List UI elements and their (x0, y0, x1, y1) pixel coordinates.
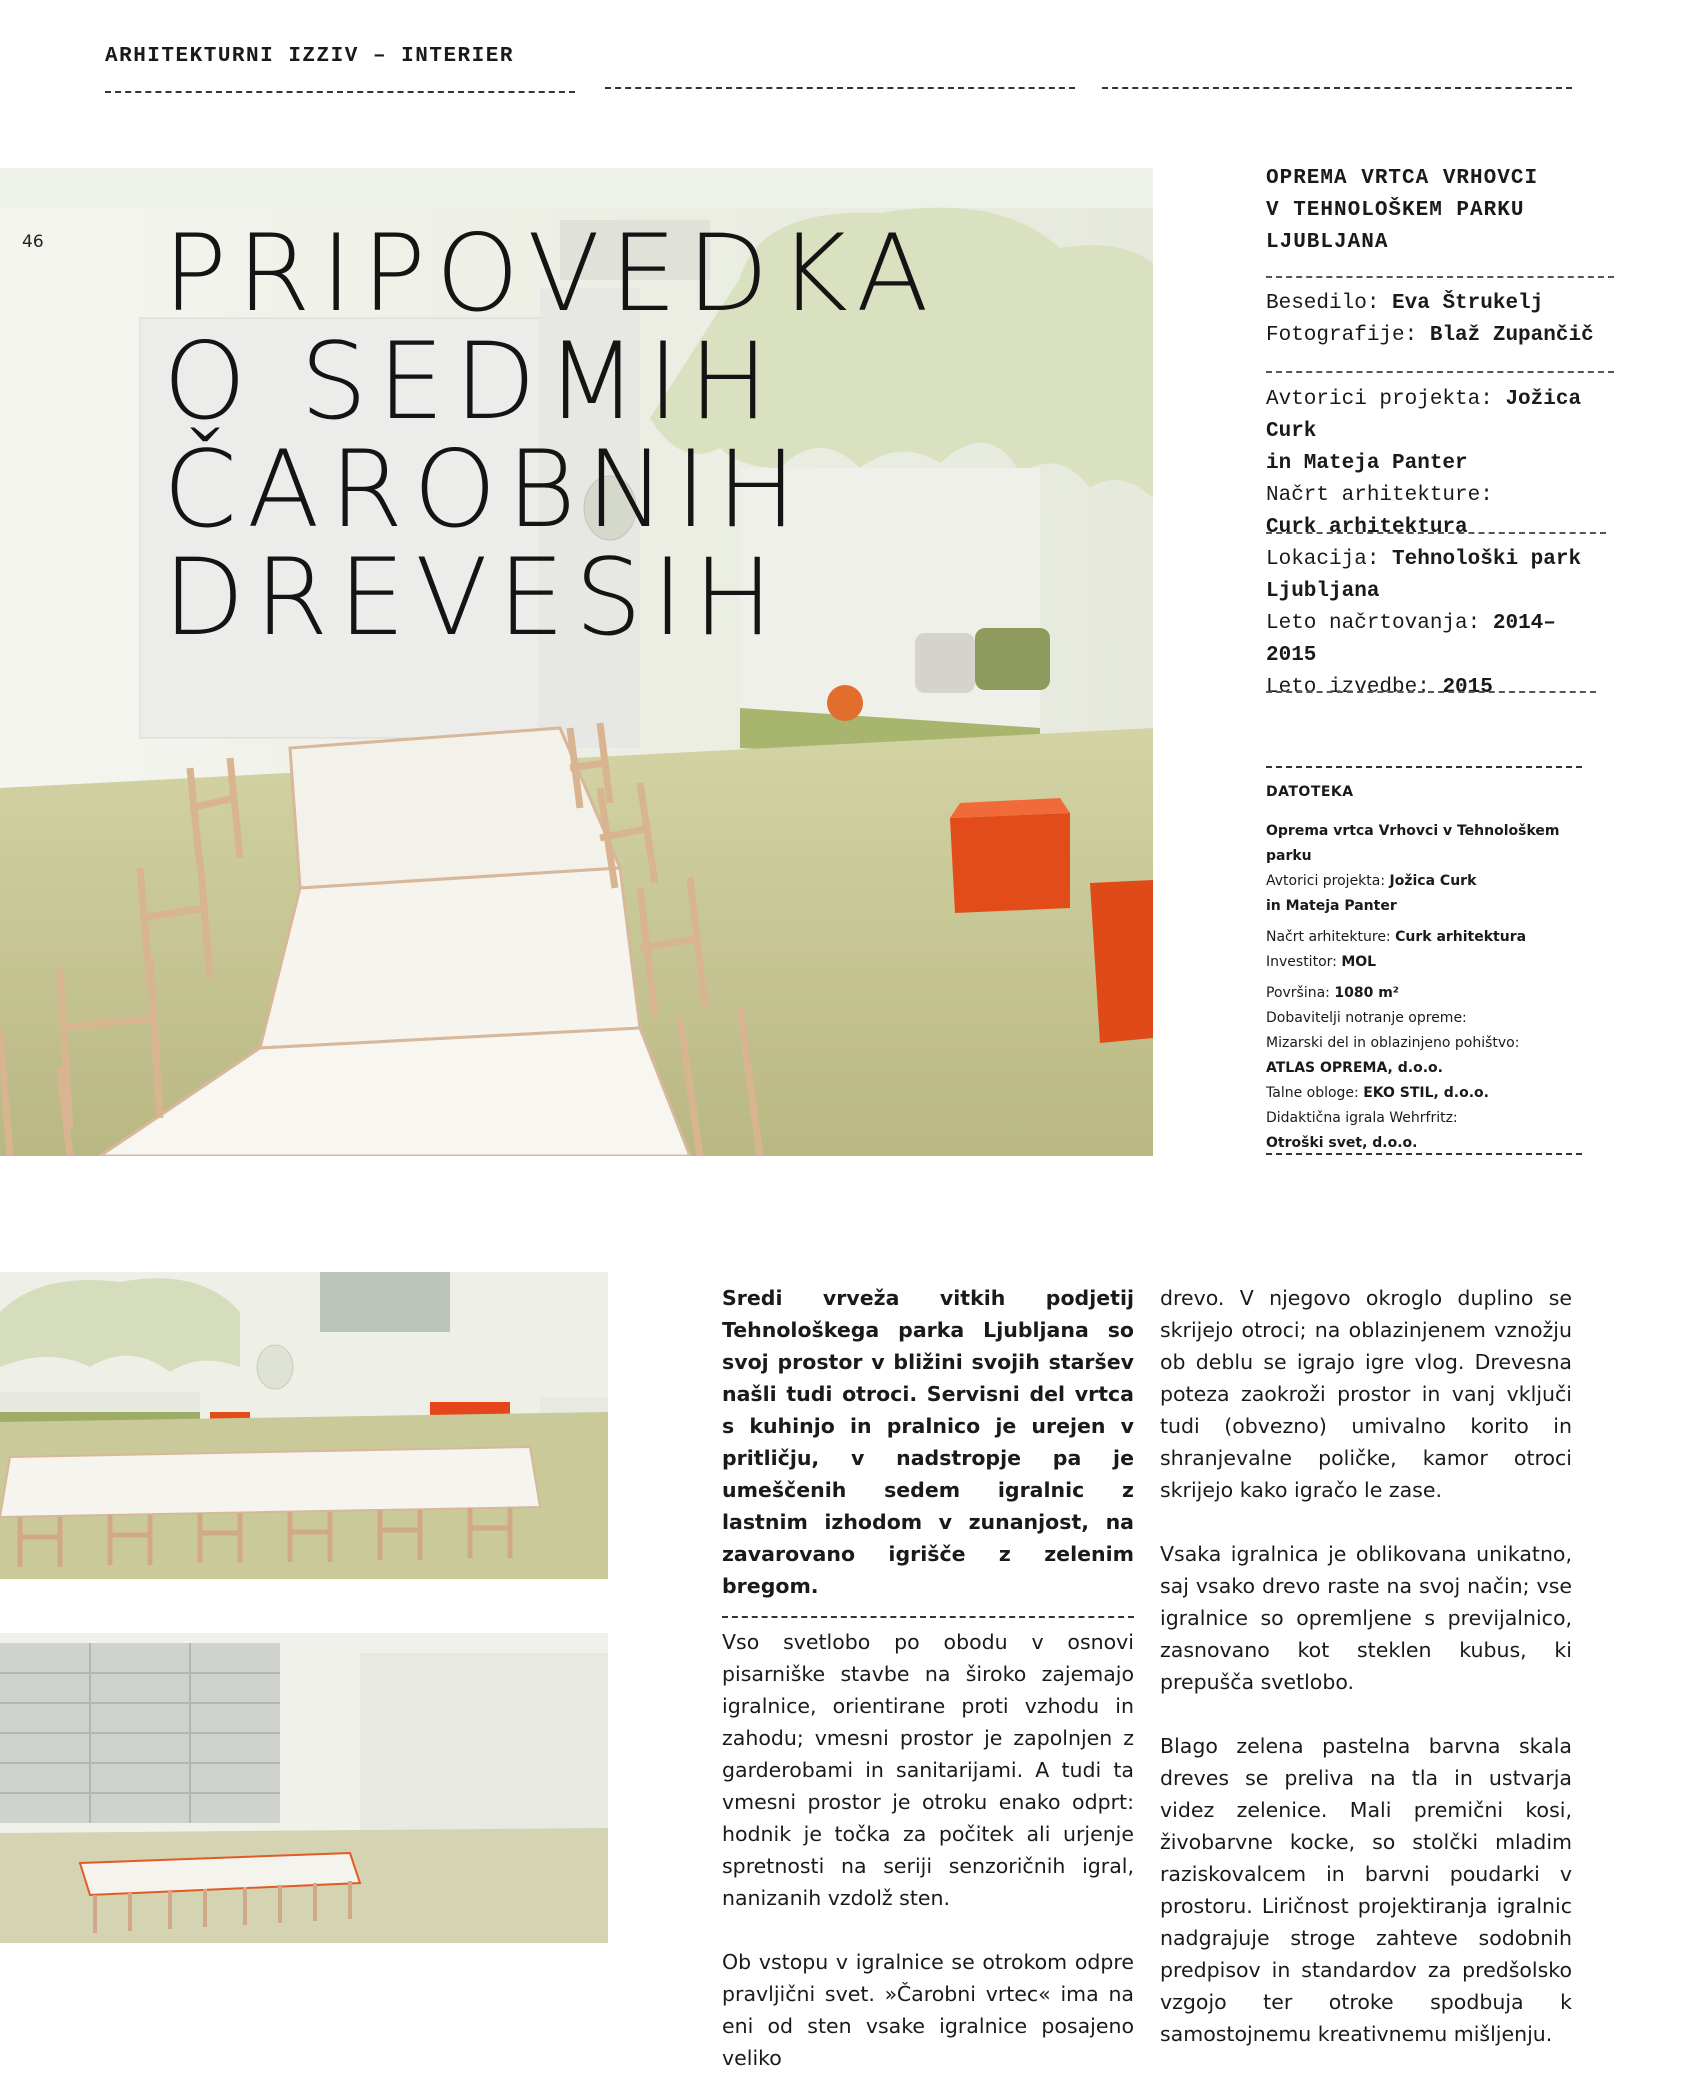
dat-toys-label: Didaktična igrala Wehrfritz: (1266, 1110, 1458, 1126)
playroom-photo-1 (0, 1272, 608, 1579)
article-column-1 (722, 1282, 1134, 2074)
photo-credit: Fotografije: Blaž Zupančič (1266, 324, 1594, 347)
dat-arch-value: Curk arhitektura (1395, 929, 1527, 945)
dat-toys-value: Otroški svet, d.o.o. (1266, 1135, 1418, 1151)
header-rule-2 (605, 87, 1075, 89)
article-paragraph-2: Ob vstopu v igralnice se otrokom odpre pravljični svet. »Čarobni vrtec« ima na eni od sten vsake igralnice posajeno veliko (722, 1950, 1134, 2070)
arch-label: Načrt arhitekture: (1266, 484, 1493, 507)
article-title (163, 212, 939, 659)
authors-value-2: in Mateja Panter (1266, 452, 1468, 475)
design-year-value: 2014–2015 (1266, 612, 1556, 667)
dat-suppliers-label: Dobavitelji notranje opreme: (1266, 1010, 1467, 1026)
dat-investor-label: Investitor: (1266, 954, 1337, 970)
title-line-2: O SEDMIH (163, 320, 779, 443)
article-paragraph-3: drevo. V njegovo okroglo duplino se skrijejo otroci; na oblazinjenem vznožju ob deblu se igrajo igre vlog. Drevesna poteza zaokroži prostor in vanj vključi tudi (obvezno) umivalno korito in shranjevalne poličke, kamor otroci skrijejo kako igračo le zase. (1160, 1286, 1572, 1502)
dat-investor-value: MOL (1341, 954, 1377, 970)
article-lead: Sredi vrveža vitkih podjetij Tehnološkega parka Ljubljana so svoj prostor v bližini svojih staršev našli tudi otroci. Servisni del vrtca s kuhinjo in pralnico je urejen v pritličju, v nadstropje pa je umeščenih sedem igralnic z lastnim izhodom v zunanjost, na zavarovano igrišče z zelenim bregom. (722, 1286, 1134, 1598)
project-heading-line-2: V TEHNOLOŠKEM PARKU (1266, 199, 1525, 222)
title-line-1: PRIPOVEDKA (163, 212, 939, 335)
datoteka-name: Oprema vrtca Vrhovci v Tehnološkem parku (1266, 823, 1560, 864)
location-label: Lokacija: (1266, 548, 1380, 571)
article-column-2 (1160, 1282, 1572, 2050)
dat-authors-value-2: in Mateja Panter (1266, 898, 1397, 914)
authors-value: Jožica Curk (1266, 388, 1582, 443)
credits-authors (1266, 384, 1596, 544)
article-paragraph-4: Vsaka igralnica je oblikovana unikatno, saj vsako drevo raste na svoj način; vse igralnice so opremljene s previjalnico, zasnovano kot steklen kubus, ki prepušča svetlobo. (1160, 1542, 1572, 1694)
title-line-4: DREVESIH (163, 536, 783, 659)
dat-floor-label: Talne obloge: (1266, 1085, 1359, 1101)
article-paragraph-5: Blago zelena pastelna barvna skala dreves se preliva na tla in ustvarja videz zelenice. Mali premični kosi, živobarvne kocke, so stolčki mladim raziskovalcem in barvni poudarki v prostoru. Liričnost projektiranja igralnic nadgrajuje stroge zahteve sodobnih predpisov in standardov za predšolsko vzgojo ter otroke spodbuja k samostojnemu kreativnemu mišljenju. (1160, 1734, 1572, 2046)
dat-authors-label: Avtorici projekta: (1266, 873, 1386, 889)
credits-rule-2 (1266, 371, 1614, 373)
datoteka-box (1266, 780, 1606, 1156)
text-credit: Besedilo: Eva Štrukelj (1266, 292, 1544, 315)
section-label: ARHITEKTURNI IZZIV – INTERIER (105, 45, 514, 68)
location-value: Tehnološki park (1392, 548, 1582, 571)
dat-authors-value: Jožica Curk (1389, 873, 1477, 889)
header-rule-1 (105, 91, 575, 93)
location-value-2: Ljubljana (1266, 580, 1380, 603)
credits-people (1266, 288, 1596, 352)
authors-label: Avtorici projekta: (1266, 388, 1493, 411)
page-number: 46 (22, 232, 44, 252)
dat-area-label: Površina: (1266, 985, 1330, 1001)
datoteka-heading: DATOTEKA (1266, 784, 1354, 800)
dat-area-value: 1080 m² (1334, 985, 1399, 1001)
playroom-photo-2 (0, 1633, 608, 1943)
project-heading-line-3: LJUBLJANA (1266, 231, 1389, 254)
credits-rule-1 (1266, 276, 1614, 278)
design-year-label: Leto načrtovanja: (1266, 612, 1481, 635)
dat-carpentry-label: Mizarski del in oblazinjeno pohištvo: (1266, 1035, 1520, 1051)
build-year-value: 2015 (1442, 676, 1493, 699)
dat-arch-label: Načrt arhitekture: (1266, 929, 1391, 945)
datoteka-rule-bottom (1266, 1153, 1582, 1155)
lead-rule (722, 1616, 1134, 1618)
dat-carpentry-value: ATLAS OPREMA, d.o.o. (1266, 1060, 1443, 1076)
header-rule-3 (1102, 87, 1572, 89)
build-year-label: Leto izvedbe: (1266, 676, 1430, 699)
arch-value: Curk arhitektura (1266, 516, 1468, 539)
project-heading-line-1: OPREMA VRTCA VRHOVCI (1266, 167, 1539, 190)
title-line-3: ČAROBNIH (163, 428, 807, 551)
credits-location (1266, 544, 1596, 704)
credits-rule-4 (1266, 691, 1596, 693)
article-paragraph-1: Vso svetlobo po obodu v osnovi pisarniške stavbe na široko zajemajo igralnice, orientirane proti vzhodu in zahodu; vmesni prostor je zapolnjen z garderobami in sanitarijami. A tudi ta vmesni prostor je otroku enako odprt: hodnik je točka za počitek ali urjenje spretnosti na seriji senzoričnih igral, nanizanih vzdolž sten. (722, 1630, 1134, 1910)
credits-rule-3 (1266, 532, 1606, 534)
datoteka-rule-top (1266, 766, 1582, 768)
dat-floor-value: EKO STIL, d.o.o. (1363, 1085, 1489, 1101)
project-heading (1266, 163, 1596, 259)
